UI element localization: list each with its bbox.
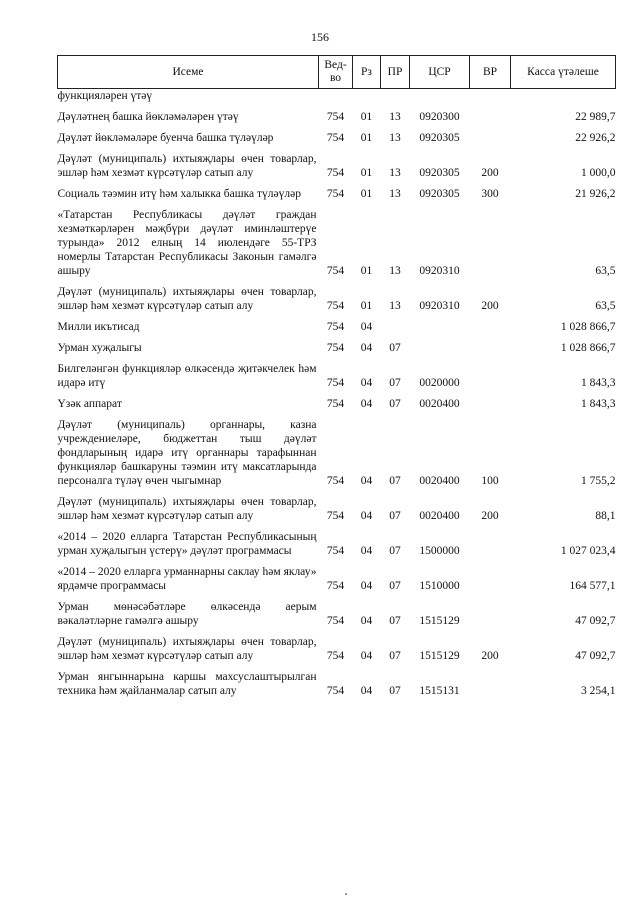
cell-ved: 754 <box>326 265 345 277</box>
cell-vr <box>470 562 511 597</box>
cell-sum: 22 989,7 <box>575 111 616 123</box>
cell-sum: 63,5 <box>595 300 616 312</box>
cell-pr: 07 <box>389 377 401 389</box>
cell-ved: 754 <box>326 167 345 179</box>
cell-pr: 13 <box>389 188 401 200</box>
table-row <box>58 282 616 317</box>
cell-name: Үзәк аппарат <box>57 398 122 410</box>
cell-name: функцияләрен үтәү <box>57 90 153 102</box>
cell-name: Дәүләт (муниципаль) ихтыяҗлары өчен товарлар, эшләр һәм хезмәт күрсәтүләр сатып алу <box>57 636 317 662</box>
cell-vr: 200 <box>481 510 499 522</box>
cell-ved: 754 <box>326 580 345 592</box>
cell-ved: 754 <box>326 342 345 354</box>
cell-rz: 04 <box>360 321 373 333</box>
cell-name: Дәүләт йөкләмәләре буенча башка түләүләр <box>57 132 274 144</box>
table-row <box>58 597 616 632</box>
cell-pr: 07 <box>389 342 401 354</box>
cell-csr: 1515129 <box>419 650 460 662</box>
cell-csr: 0920310 <box>419 300 460 312</box>
cell-vr <box>470 667 511 702</box>
cell-pr: 07 <box>389 580 401 592</box>
cell-sum: 1 027 023,4 <box>560 545 616 557</box>
cell-ved: 754 <box>326 321 345 333</box>
cell-ved: 754 <box>326 300 345 312</box>
cell-csr: 0020400 <box>419 475 460 487</box>
table-row <box>58 667 616 702</box>
cell-name: Урман хуҗалыгы <box>57 342 142 354</box>
header-vr: ВР <box>470 56 511 89</box>
cell-csr: 0920310 <box>419 265 460 277</box>
header-pr: ПР <box>381 56 410 89</box>
cell-rz: 04 <box>360 685 373 697</box>
cell-ved <box>319 89 353 108</box>
cell-name: Урман мөнәсәбәтләре өлкәсендә аерым вәкаләтләрне гамәлгә ашыру <box>57 601 317 627</box>
cell-sum: 1 028 866,7 <box>560 321 616 333</box>
cell-ved: 754 <box>326 132 345 144</box>
cell-vr <box>470 128 511 149</box>
cell-sum: 1 000,0 <box>581 167 616 179</box>
cell-name: Билгеләнгән функцияләр өлкәсендә җитәкчелек һәм идарә итү <box>57 363 317 389</box>
cell-sum: 1 843,3 <box>581 398 616 410</box>
table-row <box>58 632 616 667</box>
cell-csr: 1510000 <box>419 580 460 592</box>
header-csr: ЦСР <box>410 56 470 89</box>
table-row <box>58 492 616 527</box>
cell-name: Дәүләтнең башка йөкләмәләрен үтәү <box>57 111 239 123</box>
scan-speck <box>345 893 347 895</box>
table-body <box>58 89 616 703</box>
cell-vr: 200 <box>481 167 499 179</box>
table-header-row <box>58 56 616 89</box>
cell-sum: 47 092,7 <box>575 650 616 662</box>
cell-pr <box>381 89 410 108</box>
table-row <box>58 394 616 415</box>
cell-sum: 164 577,1 <box>569 580 616 592</box>
cell-csr: 1515129 <box>419 615 460 627</box>
cell-rz: 04 <box>360 615 373 627</box>
table-row <box>58 89 616 108</box>
cell-vr: 200 <box>481 300 499 312</box>
table-row <box>58 562 616 597</box>
cell-sum: 1 843,3 <box>581 377 616 389</box>
cell-ved: 754 <box>326 111 345 123</box>
cell-rz: 01 <box>360 111 373 123</box>
cell-pr: 13 <box>389 111 401 123</box>
header-rz: Рз <box>353 56 381 89</box>
cell-vr <box>470 317 511 338</box>
cell-vr <box>470 597 511 632</box>
header-ved: Вед-во <box>319 56 353 89</box>
cell-ved: 754 <box>326 685 345 697</box>
cell-ved: 754 <box>326 615 345 627</box>
cell-pr: 07 <box>389 398 401 410</box>
cell-pr: 07 <box>389 545 401 557</box>
cell-vr <box>470 527 511 562</box>
cell-ved: 754 <box>326 545 345 557</box>
cell-vr <box>470 205 511 282</box>
cell-sum: 47 092,7 <box>575 615 616 627</box>
cell-rz: 01 <box>360 188 373 200</box>
cell-rz: 04 <box>360 650 373 662</box>
cell-csr: 0920305 <box>419 167 460 179</box>
cell-rz: 01 <box>360 132 373 144</box>
cell-rz <box>353 89 381 108</box>
cell-csr <box>410 317 470 338</box>
cell-rz: 04 <box>360 545 373 557</box>
cell-pr: 07 <box>389 650 401 662</box>
cell-sum: 1 028 866,7 <box>560 342 616 354</box>
cell-ved: 754 <box>326 650 345 662</box>
cell-csr: 0020400 <box>419 510 460 522</box>
cell-pr: 07 <box>389 615 401 627</box>
cell-rz: 04 <box>360 377 373 389</box>
table-row <box>58 205 616 282</box>
table-row <box>58 128 616 149</box>
cell-name: Дәүләт (муниципаль) органнары, казна учреждениеләре, бюджеттан тыш дәүләт фондларының идарә итү органнары тарафыннан функцияләр башкаруны тәэмин итү максатларында персоналга түләү өчен чыгымнар <box>57 419 317 487</box>
cell-csr <box>410 338 470 359</box>
cell-name: Урман янгыннарына каршы махсуслаштырылган техника һәм җайланмалар сатып алу <box>57 671 317 697</box>
cell-pr: 13 <box>389 300 401 312</box>
cell-rz: 01 <box>360 167 373 179</box>
cell-name: Дәүләт (муниципаль) ихтыяҗлары өчен товарлар, эшләр һәм хезмәт күрсәтүләр сатып алу <box>57 496 317 522</box>
header-sum: Касса үтәлеше <box>511 56 616 89</box>
cell-ved: 754 <box>326 398 345 410</box>
cell-csr: 0920300 <box>419 111 460 123</box>
cell-ved: 754 <box>326 188 345 200</box>
table-row <box>58 184 616 205</box>
cell-pr <box>381 317 410 338</box>
budget-table <box>57 55 616 702</box>
cell-ved: 754 <box>326 510 345 522</box>
table-row <box>58 317 616 338</box>
cell-vr <box>470 89 511 108</box>
cell-rz: 04 <box>360 398 373 410</box>
cell-rz: 04 <box>360 342 373 354</box>
cell-pr: 07 <box>389 510 401 522</box>
cell-sum: 21 926,2 <box>575 188 616 200</box>
cell-name: Милли икътисад <box>57 321 140 333</box>
cell-rz: 01 <box>360 300 373 312</box>
cell-name: «2014 – 2020 елларга урманнарны саклау һәм яклау» ярдәмче программасы <box>57 566 317 592</box>
cell-sum: 1 755,2 <box>581 475 616 487</box>
cell-sum: 22 926,2 <box>575 132 616 144</box>
cell-csr: 1500000 <box>419 545 460 557</box>
cell-sum: 88,1 <box>595 510 616 522</box>
cell-csr: 0920305 <box>419 132 460 144</box>
cell-vr <box>470 338 511 359</box>
cell-vr <box>470 107 511 128</box>
cell-rz: 04 <box>360 475 373 487</box>
cell-csr: 0020400 <box>419 398 460 410</box>
cell-rz: 04 <box>360 580 373 592</box>
cell-ved: 754 <box>326 377 345 389</box>
cell-pr: 13 <box>389 132 401 144</box>
cell-sum <box>511 89 616 108</box>
cell-sum: 63,5 <box>595 265 616 277</box>
cell-vr: 300 <box>481 188 499 200</box>
table-row <box>58 338 616 359</box>
cell-csr: 0020000 <box>419 377 460 389</box>
cell-rz: 04 <box>360 510 373 522</box>
cell-vr: 100 <box>481 475 499 487</box>
cell-pr: 07 <box>389 685 401 697</box>
header-name: Исеме <box>58 56 319 89</box>
page-number: 156 <box>311 30 329 44</box>
table-row <box>58 107 616 128</box>
cell-pr: 07 <box>389 475 401 487</box>
cell-name: Дәүләт (муниципаль) ихтыяҗлары өчен товарлар, эшләр һәм хезмәт күрсәтүләр сатып алу <box>57 153 317 179</box>
cell-name: Социаль тәэмин итү һәм халыкка башка түләүләр <box>57 188 301 200</box>
table-row <box>58 527 616 562</box>
cell-name: Дәүләт (муниципаль) ихтыяҗлары өчен товарлар, эшләр һәм хезмәт күрсәтүләр сатып алу <box>57 286 317 312</box>
table-row <box>58 359 616 394</box>
cell-sum: 3 254,1 <box>581 685 616 697</box>
cell-rz: 01 <box>360 265 373 277</box>
cell-csr <box>410 89 470 108</box>
table-row <box>58 149 616 184</box>
cell-ved: 754 <box>326 475 345 487</box>
cell-vr <box>470 394 511 415</box>
cell-pr: 13 <box>389 167 401 179</box>
cell-name: «Татарстан Республикасы дәүләт граждан хезмәткәрләрен мәҗбүри дәүләт иминләштерүе турында» 2012 елның 14 июлендәге 55-ТРЗ номерлы Татарстан Республикасы Законын гамәлгә ашыру <box>57 209 317 277</box>
cell-csr: 1515131 <box>419 685 460 697</box>
cell-name: «2014 – 2020 елларга Татарстан Республикасының урман хуҗалыгын үстерү» дәүләт программасы <box>57 531 317 557</box>
cell-vr: 200 <box>481 650 499 662</box>
table-row <box>58 415 616 492</box>
cell-csr: 0920305 <box>419 188 460 200</box>
cell-pr: 13 <box>389 265 401 277</box>
cell-vr <box>470 359 511 394</box>
